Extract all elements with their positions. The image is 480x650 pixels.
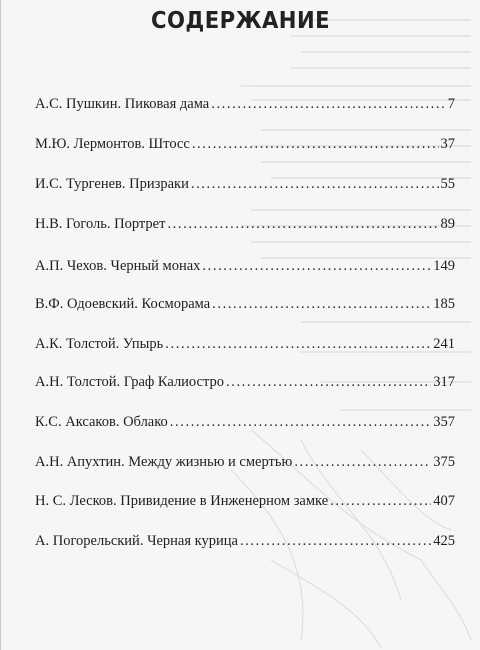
toc-entry[interactable] <box>35 454 455 476</box>
toc-entry-page: 7 <box>447 96 455 112</box>
dot-leader <box>330 493 431 510</box>
toc-entry-title: А. Погорельский. Черная курица <box>35 533 238 549</box>
dot-leader <box>226 374 431 391</box>
toc-entry-page: 37 <box>440 136 455 152</box>
toc-entry-title: Н.В. Гоголь. Портрет <box>35 216 166 232</box>
toc-entry[interactable] <box>35 136 455 158</box>
toc-entry[interactable] <box>35 493 455 515</box>
toc-entry-page: 425 <box>433 533 455 549</box>
dot-leader <box>211 96 446 113</box>
toc-entry-title: А.С. Пушкин. Пиковая дама <box>35 96 210 112</box>
toc-entry-title: В.Ф. Одоевский. Косморама <box>35 296 211 312</box>
dot-leader <box>167 216 438 233</box>
toc-entry-page: 185 <box>433 296 455 312</box>
toc-entry[interactable] <box>35 336 455 358</box>
toc-entry[interactable] <box>35 533 455 555</box>
toc-entry-title: А.К. Толстой. Упырь <box>35 336 164 352</box>
toc-entry[interactable] <box>35 216 455 238</box>
toc-entry-page: 149 <box>433 258 455 274</box>
toc-entry[interactable] <box>35 374 455 396</box>
toc-entry-page: 241 <box>433 336 455 352</box>
toc-entry-title: А.Н. Толстой. Граф Калиостро <box>35 374 224 390</box>
dot-leader <box>294 454 431 471</box>
toc-entry[interactable] <box>35 176 455 198</box>
dot-leader <box>165 336 431 353</box>
toc-heading: СОДЕРЖАНИЕ <box>150 8 331 34</box>
toc-entry-title: А.Н. Апухтин. Между жизнью и смертью <box>35 454 293 470</box>
dot-leader <box>202 258 431 275</box>
toc-entry[interactable] <box>35 296 455 318</box>
toc-entry-title: М.Ю. Лермонтов. Штосс <box>35 136 190 152</box>
toc-entry-page: 375 <box>433 454 455 470</box>
dot-leader <box>212 296 431 313</box>
dot-leader <box>170 414 431 431</box>
toc-entry-page: 357 <box>433 414 455 430</box>
dot-leader <box>191 176 439 193</box>
toc-entry-title: А.П. Чехов. Черный монах <box>35 258 201 274</box>
toc-entry-title: И.С. Тургенев. Призраки <box>35 176 189 192</box>
toc-entry-title: Н. С. Лесков. Привидение в Инженерном замке <box>35 493 329 509</box>
toc-entry[interactable] <box>35 96 455 118</box>
toc-entry-page: 55 <box>440 176 455 192</box>
dot-leader <box>192 136 439 153</box>
toc-entry-page: 317 <box>433 374 455 390</box>
dot-leader <box>240 533 431 550</box>
toc-entry-title: К.С. Аксаков. Облако <box>35 414 168 430</box>
toc-entry[interactable] <box>35 258 455 280</box>
toc-entry-page: 89 <box>440 216 455 232</box>
toc-entry[interactable] <box>35 414 455 436</box>
toc-entry-page: 407 <box>433 493 455 509</box>
